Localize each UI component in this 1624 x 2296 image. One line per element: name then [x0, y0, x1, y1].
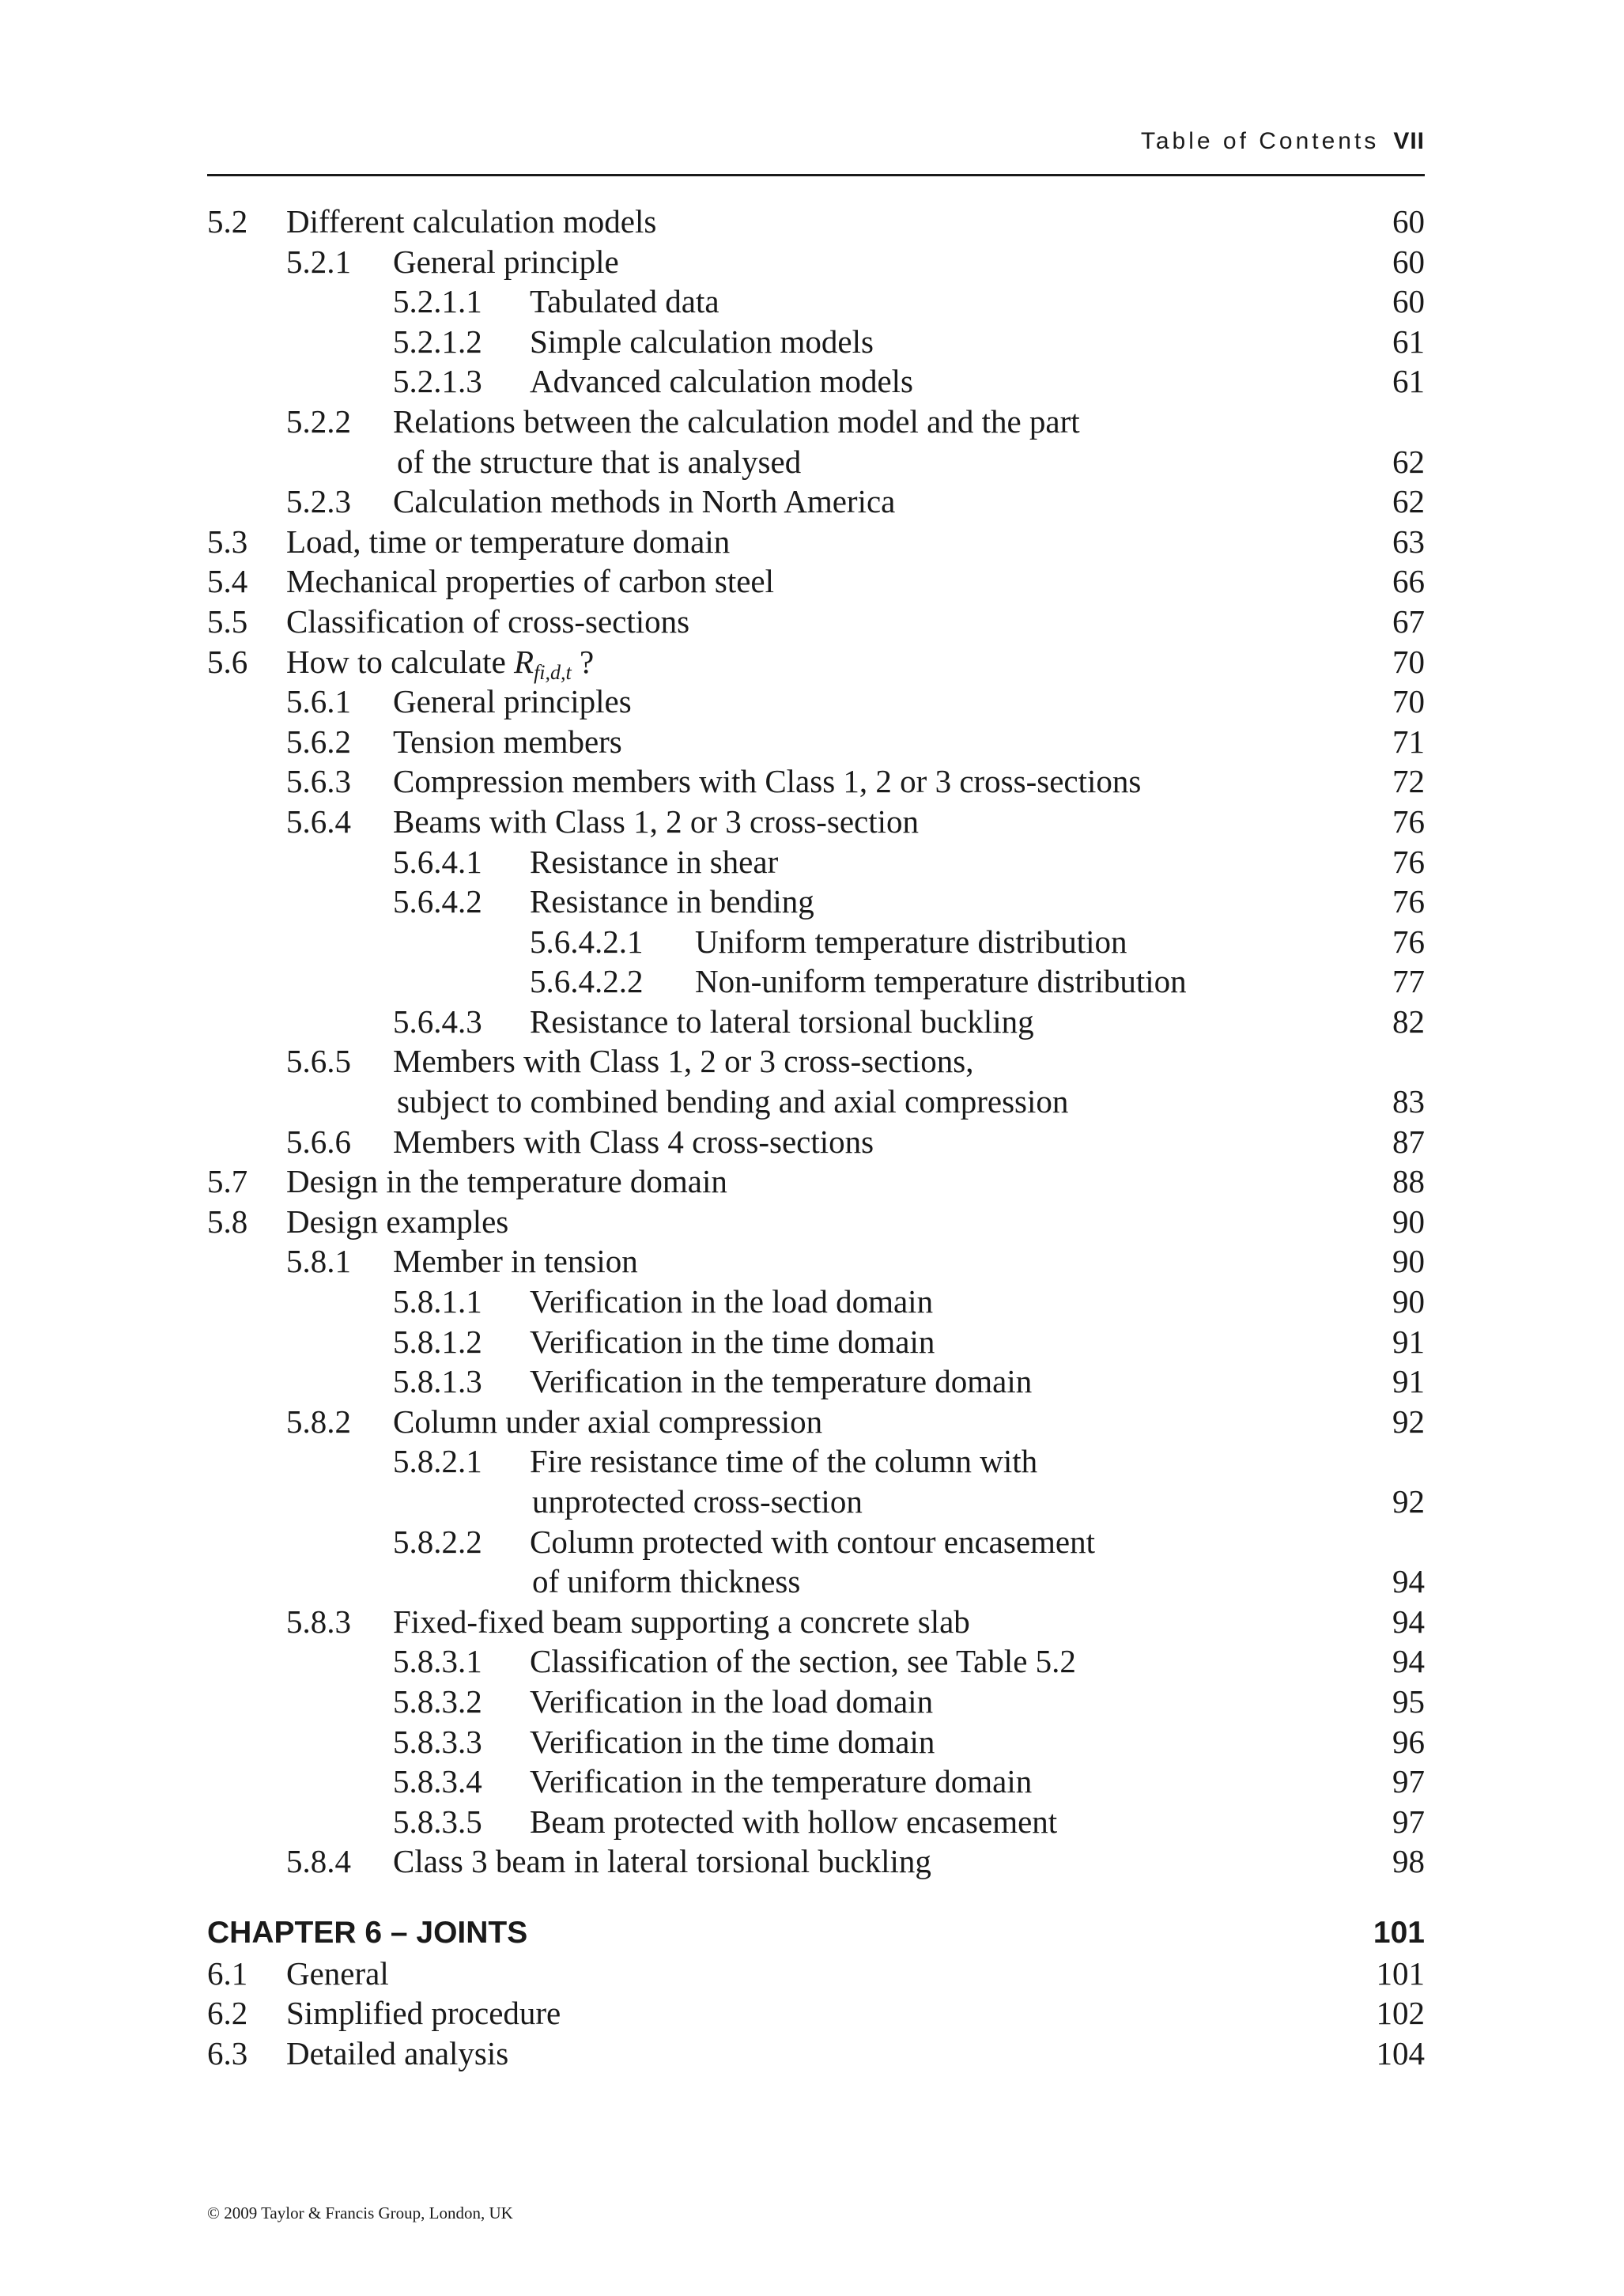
toc-entry-number: 5.6.4.1 — [393, 843, 482, 880]
toc-entry-title: Uniform temperature distribution — [695, 923, 1127, 960]
toc-entry-number: 5.6.2 — [286, 723, 351, 760]
toc-entry-number: 5.2 — [207, 203, 248, 240]
toc-entry-title: Resistance in shear — [530, 843, 779, 880]
toc-entry-page: 77 — [1392, 963, 1425, 1000]
toc-entry-title: subject to combined bending and axial compression — [397, 1083, 1069, 1120]
toc-entry-page: 97 — [1392, 1763, 1425, 1800]
toc-entry-number: 5.6.1 — [286, 683, 351, 720]
toc-entry-title: Verification in the load domain — [530, 1283, 934, 1320]
toc-entry[interactable] — [207, 1562, 1425, 1602]
toc-entry-number: 6.1 — [207, 1954, 248, 1992]
toc-entry[interactable] — [207, 722, 1425, 762]
toc-entry-page: 71 — [1392, 723, 1425, 760]
toc-entry-number: 5.8.3.1 — [393, 1643, 482, 1680]
toc-entry-number: 5.6.4.2.1 — [530, 923, 644, 960]
toc-entry[interactable] — [207, 1802, 1425, 1842]
toc-entry-title: Members with Class 1, 2 or 3 cross-sections, — [393, 1043, 974, 1080]
toc-entry[interactable] — [207, 1202, 1425, 1242]
toc-entry-title: of the structure that is analysed — [397, 443, 802, 480]
toc-entry-number: 5.8.3.2 — [393, 1682, 482, 1720]
toc-entry[interactable] — [207, 602, 1425, 642]
toc-entry[interactable] — [207, 402, 1425, 442]
toc-entry-title: Column protected with contour encasement — [530, 1523, 1096, 1560]
toc-entry-page: 66 — [1392, 563, 1425, 600]
toc-entry[interactable] — [207, 1161, 1425, 1202]
toc-entry[interactable] — [207, 1641, 1425, 1682]
toc-entry-title: Beams with Class 1, 2 or 3 cross-section — [393, 802, 920, 840]
toc-entry-number: 5.6.3 — [286, 763, 351, 800]
toc-entry-number: 5.8.3.3 — [393, 1723, 482, 1760]
toc-entry[interactable] — [207, 761, 1425, 802]
toc-entry-number: 6.3 — [207, 2034, 248, 2071]
toc-entry-title: Resistance to lateral torsional buckling — [530, 1003, 1034, 1040]
toc-entry-title: Load, time or temperature domain — [286, 523, 731, 560]
toc-entry[interactable] — [207, 1082, 1425, 1122]
toc-entry-page: 91 — [1392, 1363, 1425, 1400]
toc-entry[interactable] — [207, 1322, 1425, 1362]
toc-entry[interactable] — [207, 1482, 1425, 1522]
toc-entry[interactable] — [207, 1762, 1425, 1802]
toc-entry-page: 90 — [1392, 1243, 1425, 1280]
toc-entry-page: 62 — [1392, 443, 1425, 480]
toc-entry-title: Class 3 beam in lateral torsional buckling — [393, 1843, 931, 1880]
toc-entry-title: Design in the temperature domain — [286, 1163, 727, 1200]
toc-entry[interactable] — [207, 1841, 1425, 1882]
toc-entry[interactable] — [207, 442, 1425, 482]
toc-entry-title: Verification in the temperature domain — [530, 1363, 1033, 1400]
toc-entry-title: General principle — [393, 243, 619, 280]
toc-entry[interactable] — [207, 281, 1425, 322]
table-of-contents — [207, 202, 1425, 2073]
toc-entry-page: 62 — [1392, 483, 1425, 520]
toc-entry-number: 5.6.5 — [286, 1043, 351, 1080]
toc-entry-title: General — [286, 1954, 389, 1992]
toc-entry[interactable] — [207, 1361, 1425, 1402]
toc-entry-number: 5.8.1.3 — [393, 1363, 482, 1400]
toc-entry-title: of uniform thickness — [532, 1563, 801, 1600]
toc-entry[interactable] — [207, 802, 1425, 842]
toc-entry[interactable] — [207, 682, 1425, 722]
toc-entry[interactable] — [207, 1282, 1425, 1322]
toc-entry-title: Members with Class 4 cross-sections — [393, 1123, 874, 1160]
toc-entry-page: 101 — [1376, 1954, 1425, 1992]
toc-entry-number: 5.5 — [207, 602, 248, 640]
toc-entry-number: 5.8.3 — [286, 1603, 351, 1640]
toc-entry-title: Different calculation models — [286, 203, 657, 240]
toc-entry-number: 5.3 — [207, 523, 248, 560]
toc-entry-page: 76 — [1392, 802, 1425, 840]
toc-entry-number: 5.8.1.2 — [393, 1323, 482, 1360]
header-rule — [207, 174, 1425, 176]
toc-entry-page: 94 — [1392, 1563, 1425, 1600]
toc-entry-number: 5.6.4.2.2 — [530, 963, 644, 1000]
toc-entry-page: 67 — [1392, 602, 1425, 640]
toc-entry[interactable] — [207, 1402, 1425, 1442]
toc-entry-page: 61 — [1392, 323, 1425, 360]
toc-entry-number: 5.8.3.4 — [393, 1763, 482, 1800]
toc-entry-number: 5.8.3.5 — [393, 1803, 482, 1840]
toc-entry[interactable] — [207, 842, 1425, 882]
toc-entry-number: 5.2.3 — [286, 483, 351, 520]
toc-entry-title: Tabulated data — [530, 283, 719, 320]
toc-entry[interactable] — [207, 522, 1425, 562]
toc-entry-page: 90 — [1392, 1203, 1425, 1240]
toc-entry-page: 72 — [1392, 763, 1425, 800]
toc-entry-page: 97 — [1392, 1803, 1425, 1840]
toc-entry-number: 5.8 — [207, 1203, 248, 1240]
toc-entry[interactable] — [207, 1002, 1425, 1042]
toc-entry-page: 90 — [1392, 1283, 1425, 1320]
toc-entry-number: 5.2.1.2 — [393, 323, 482, 360]
toc-entry[interactable] — [207, 1441, 1425, 1482]
toc-entry[interactable] — [207, 322, 1425, 362]
toc-entry-title: Column under axial compression — [393, 1403, 823, 1440]
toc-entry-number: 5.6.6 — [286, 1123, 351, 1160]
toc-entry-page: 92 — [1392, 1483, 1425, 1520]
resistance-symbol-subscript: fi,d,t — [534, 660, 572, 684]
toc-entry-title: Advanced calculation models — [530, 363, 913, 400]
toc-entry[interactable] — [207, 481, 1425, 522]
toc-entry-page: 87 — [1392, 1123, 1425, 1160]
running-header-title: Table of Contents — [1140, 128, 1380, 154]
toc-entry-page: 70 — [1392, 643, 1425, 680]
toc-entry[interactable] — [207, 242, 1425, 282]
chapter-title: CHAPTER 6 – JOINTS — [207, 1915, 528, 1950]
toc-entry-title: Verification in the time domain — [530, 1323, 935, 1360]
toc-entry[interactable] — [207, 1602, 1425, 1642]
toc-entry-page: 63 — [1392, 523, 1425, 560]
toc-entry-page: 88 — [1392, 1163, 1425, 1200]
toc-entry-title-suffix: ? — [571, 643, 595, 680]
toc-entry-title: Non-uniform temperature distribution — [695, 963, 1187, 1000]
toc-entry-number: 5.8.1.1 — [393, 1283, 482, 1320]
toc-entry-page: 76 — [1392, 923, 1425, 960]
toc-entry-number: 5.2.1 — [286, 243, 351, 280]
toc-entry-page: 95 — [1392, 1682, 1425, 1720]
toc-entry-title: Resistance in bending — [530, 883, 814, 920]
toc-entry-page: 92 — [1392, 1403, 1425, 1440]
toc-entry-title: Verification in the time domain — [530, 1723, 935, 1760]
running-header — [207, 128, 1425, 155]
page-number: VII — [1393, 128, 1425, 154]
toc-entry-page: 70 — [1392, 683, 1425, 720]
toc-entry-title: Fixed-fixed beam supporting a concrete slab — [393, 1603, 970, 1640]
resistance-symbol — [514, 643, 572, 684]
toc-entry-title: General principles — [393, 683, 632, 720]
toc-entry-page: 104 — [1376, 2034, 1425, 2071]
toc-entry-title: Simplified procedure — [286, 1995, 561, 2032]
toc-entry-page: 61 — [1392, 363, 1425, 400]
toc-entry-title: Relations between the calculation model and the part — [393, 402, 1080, 440]
toc-entry[interactable] — [207, 1041, 1425, 1082]
toc-entry[interactable] — [207, 1241, 1425, 1282]
toc-entry-page: 82 — [1392, 1003, 1425, 1040]
toc-entry-page: 91 — [1392, 1323, 1425, 1360]
toc-entry-title-text: How to calculate — [286, 643, 506, 680]
resistance-symbol-base: R — [514, 643, 534, 680]
toc-entry-page: 98 — [1392, 1843, 1425, 1880]
toc-entry-page: 76 — [1392, 883, 1425, 920]
toc-entry-title: Fire resistance time of the column with — [530, 1443, 1038, 1480]
toc-entry-number: 5.2.1.3 — [393, 363, 482, 400]
toc-entry-title: Verification in the temperature domain — [530, 1763, 1033, 1800]
toc-entry-page: 60 — [1392, 243, 1425, 280]
toc-entry-number: 5.6.4.3 — [393, 1003, 482, 1040]
toc-entry-page: 83 — [1392, 1083, 1425, 1120]
toc-entry[interactable] — [207, 961, 1425, 1002]
toc-entry-number: 5.6.4 — [286, 802, 351, 840]
toc-entry-title: Mechanical properties of carbon steel — [286, 563, 775, 600]
toc-entry-page: 60 — [1392, 283, 1425, 320]
toc-entry[interactable] — [207, 202, 1425, 242]
toc-entry-title: Classification of the section, see Table 5.2 — [530, 1643, 1076, 1680]
chapter-page: 101 — [1373, 1915, 1425, 1950]
toc-entry-number: 6.2 — [207, 1995, 248, 2032]
toc-entry-number: 5.8.2 — [286, 1403, 351, 1440]
toc-entry[interactable] — [207, 1722, 1425, 1762]
toc-entry[interactable] — [207, 1682, 1425, 1722]
toc-entry-number: 5.6 — [207, 643, 248, 680]
toc-entry[interactable] — [207, 2034, 1425, 2074]
toc-entry-title: Verification in the load domain — [530, 1682, 934, 1720]
toc-entry-title: Classification of cross-sections — [286, 602, 690, 640]
toc-entry-number: 5.6.4.2 — [393, 883, 482, 920]
toc-entry-title: Tension members — [393, 723, 622, 760]
toc-entry-title: Design examples — [286, 1203, 509, 1240]
toc-entry-title: Compression members with Class 1, 2 or 3 cross-sections — [393, 763, 1142, 800]
toc-entry-number: 5.7 — [207, 1163, 248, 1200]
toc-entry-number: 5.8.4 — [286, 1843, 351, 1880]
toc-entry-title: Detailed analysis — [286, 2034, 509, 2071]
toc-entry-number: 5.4 — [207, 563, 248, 600]
toc-entry[interactable] — [207, 922, 1425, 962]
chapter-heading[interactable] — [207, 1913, 1425, 1954]
toc-entry-page: 96 — [1392, 1723, 1425, 1760]
toc-entry-page: 94 — [1392, 1643, 1425, 1680]
toc-entry[interactable] — [207, 361, 1425, 402]
toc-entry-page: 76 — [1392, 843, 1425, 880]
toc-entry-number: 5.8.2.2 — [393, 1523, 482, 1560]
toc-entry-page: 94 — [1392, 1603, 1425, 1640]
toc-entry[interactable] — [207, 1954, 1425, 1994]
toc-entry-number: 5.8.1 — [286, 1243, 351, 1280]
toc-entry[interactable] — [207, 642, 1425, 682]
toc-entry-number: 5.2.2 — [286, 402, 351, 440]
toc-entry-page: 102 — [1376, 1995, 1425, 2032]
copyright-footer: © 2009 Taylor & Francis Group, London, UK — [207, 2203, 513, 2222]
toc-entry-title: Calculation methods in North America — [393, 483, 896, 520]
toc-entry[interactable] — [207, 1522, 1425, 1562]
toc-entry[interactable] — [207, 1993, 1425, 2034]
toc-entry-title: Member in tension — [393, 1243, 638, 1280]
toc-entry-title: Beam protected with hollow encasement — [530, 1803, 1058, 1840]
toc-entry-title — [286, 642, 594, 682]
toc-entry[interactable] — [207, 882, 1425, 922]
section-gap — [207, 1882, 1425, 1913]
toc-entry-number: 5.8.2.1 — [393, 1443, 482, 1480]
toc-entry-page: 60 — [1392, 203, 1425, 240]
toc-entry-title: Simple calculation models — [530, 323, 874, 360]
toc-entry[interactable] — [207, 561, 1425, 602]
toc-entry[interactable] — [207, 1122, 1425, 1162]
toc-entry-title: unprotected cross-section — [532, 1483, 863, 1520]
toc-entry-number: 5.2.1.1 — [393, 283, 482, 320]
